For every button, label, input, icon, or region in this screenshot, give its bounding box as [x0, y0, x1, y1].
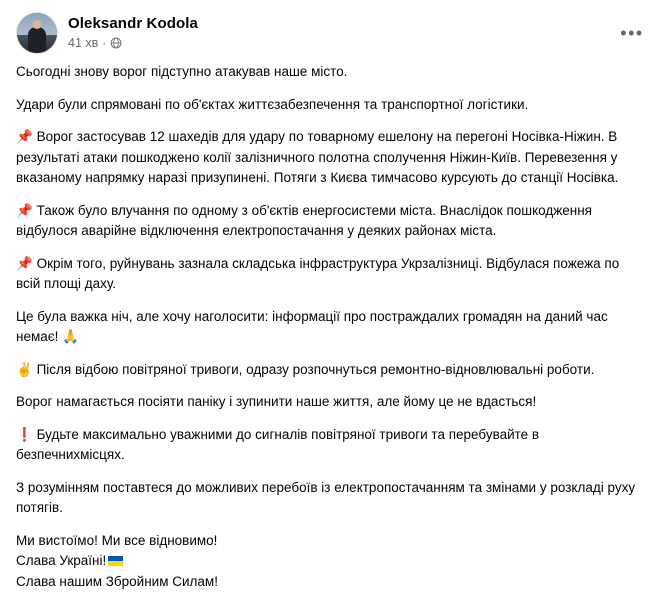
post-header-text	[68, 12, 198, 52]
paragraph-text: Ворог намагається посіяти паніку і зупинити наше життя, але йому це не вдасться!	[16, 394, 537, 409]
paragraph-text: Ворог застосував 12 шахедів для удару по товарному ешелону на перегоні Носівка-Ніжин. В результаті атаки пошкоджено колії залізничного полотна сполучення Ніжин-Київ. Перевезення у вказаному напрямку наразі призупинені. Потяги з Києва тимчасово курсують до станції Носівка.	[16, 129, 619, 185]
paragraph-text: Після відбою повітряної тривоги, одразу розпочнуться ремонтно-відновлювальні роботи.	[36, 361, 595, 377]
post-closing-block	[16, 531, 647, 593]
globe-icon[interactable]	[110, 37, 122, 49]
post-paragraph	[16, 201, 647, 242]
post-more-options-button[interactable]: •••	[620, 23, 644, 43]
avatar-person-head	[33, 20, 42, 29]
pushpin-icon: 📌	[16, 129, 33, 144]
post-paragraph	[16, 360, 647, 381]
author-name[interactable]: Oleksandr Kodola	[68, 14, 198, 32]
closing-line-3: Слава нашим Збройним Силам!	[16, 573, 218, 589]
meta-separator: ·	[102, 35, 107, 50]
post-meta	[68, 35, 198, 51]
paragraph-text: Сьогодні знову ворог підступно атакував наше місто.	[16, 64, 348, 79]
exclamation-mark-icon: ❗	[16, 426, 33, 442]
closing-line-2-text: Слава Україні!	[16, 553, 107, 568]
post-paragraph	[16, 307, 647, 348]
closing-line-1: Ми вистоїмо! Ми все відновимо!	[16, 532, 218, 548]
folded-hands-icon: 🙏	[62, 329, 79, 344]
victory-hand-icon: ✌️	[16, 361, 33, 377]
post-paragraph	[16, 254, 647, 295]
post-paragraph	[16, 392, 647, 413]
avatar-person-silhouette	[28, 27, 46, 53]
post-timestamp[interactable]: 41 хв	[68, 35, 99, 50]
post-paragraph	[16, 425, 647, 466]
paragraph-text: З розумінням поставтеся до можливих перебоїв із електропостачанням та змінами у розкладі руху потягів.	[16, 479, 636, 515]
ukraine-flag-icon	[108, 556, 123, 566]
post-paragraph	[16, 127, 647, 189]
closing-line-2	[16, 551, 647, 572]
post-header	[0, 0, 663, 60]
post-paragraph	[16, 95, 647, 116]
post-paragraph	[16, 62, 647, 83]
paragraph-text: Будьте максимально уважними до сигналів повітряної тривоги та перебувайте в безпечнихмісцях.	[16, 426, 540, 462]
avatar[interactable]	[16, 12, 58, 54]
pushpin-icon: 📌	[16, 255, 33, 271]
post-body	[0, 60, 663, 602]
post-paragraph	[16, 478, 647, 519]
paragraph-text: Також було влучання по одному з об'єктів енергосистеми міста. Внаслідок пошкодження відбулося аварійне відключення електропостачання у деяких районах міста.	[16, 202, 592, 238]
paragraph-text: Це була важка ніч, але хочу наголосити: інформації про постраждалих громадян на даний час немає!	[16, 308, 608, 344]
paragraph-text: Удари були спрямовані по об'єктах життєзабезпечення та транспортної логістики.	[16, 96, 529, 112]
pushpin-icon: 📌	[16, 202, 33, 218]
paragraph-text: Окрім того, руйнувань зазнала складська інфраструктура Укрзалізниці. Відбулася пожежа по всій площі даху.	[16, 255, 620, 291]
